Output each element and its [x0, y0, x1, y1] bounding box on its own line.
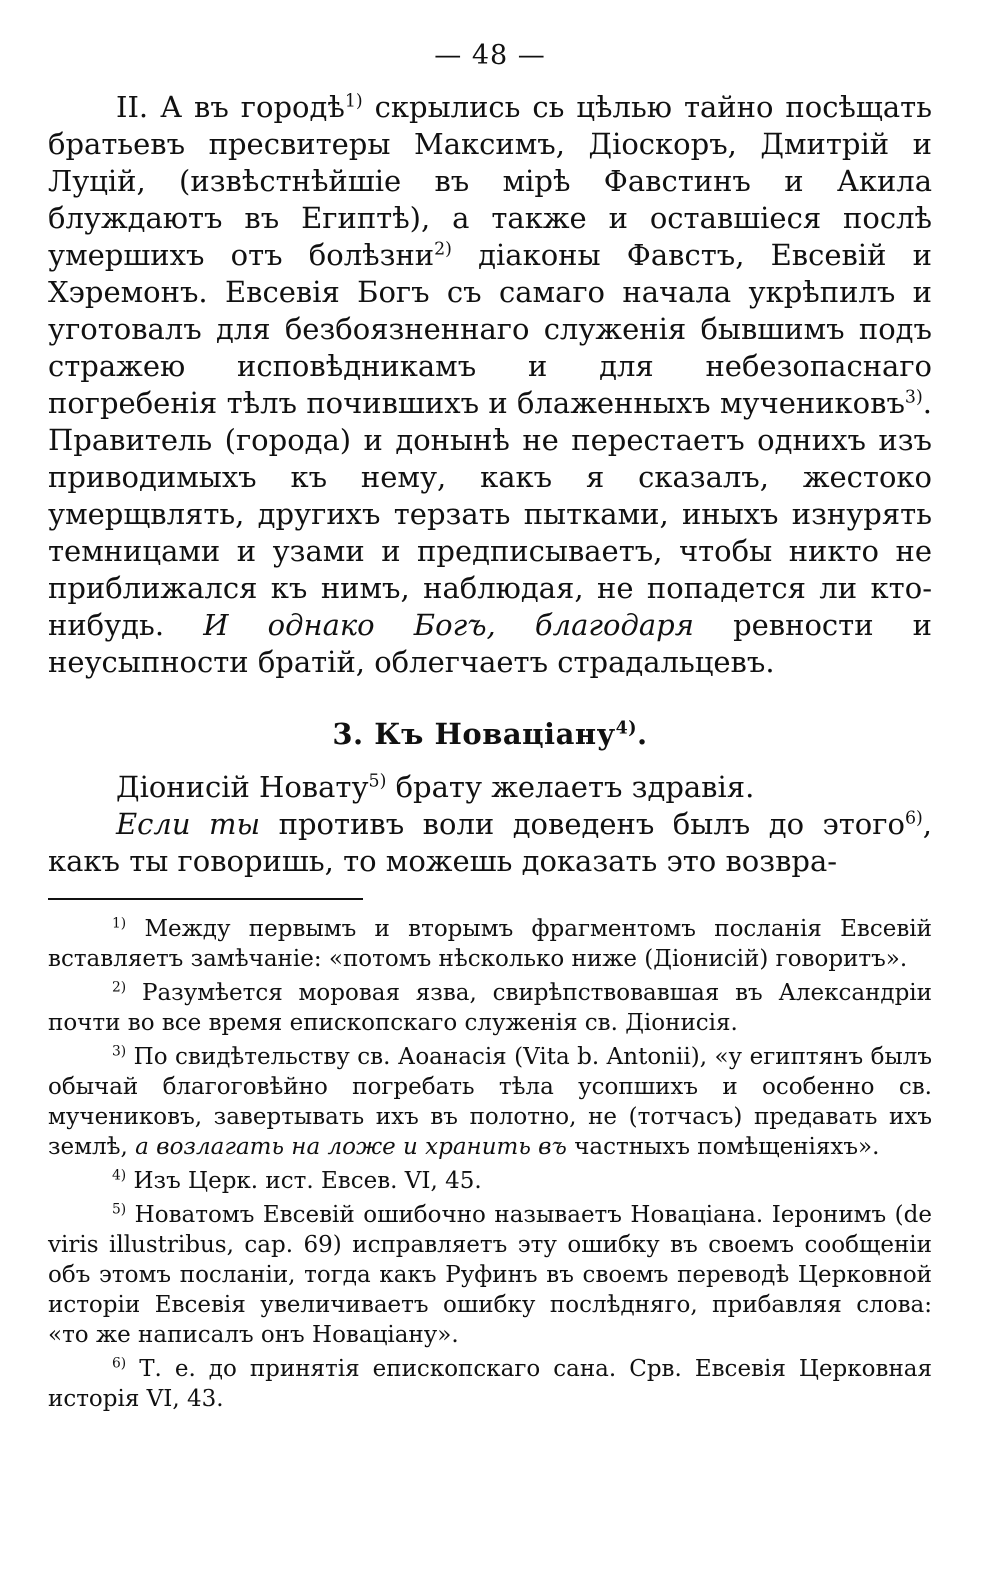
footnote-1: [48, 914, 932, 974]
text-run: Если ты: [116, 807, 261, 841]
text-run: Новатомъ Евсевій ошибочно называетъ Новаціана. Іеронимъ (de viris illustribus, cap. 69) исправляетъ эту ошибку въ своемъ сообщеніи объ этомъ посланіи, тогда какъ Руфинъ въ своемъ переводѣ Церковной исторіи Евсевія увеличиваетъ ошибку послѣдняго, прибавляя слова: «то же написалъ онъ Новаціану».: [48, 1202, 932, 1348]
main-text: [48, 89, 932, 681]
text-run: Діонисій Новату: [116, 770, 369, 804]
text-run: частныхъ помѣщеніяхъ».: [566, 1134, 880, 1160]
footnote-4: [48, 1166, 932, 1196]
text-run: , какъ ты говоришь, то можешь доказать это возвра-: [48, 807, 933, 878]
page: [48, 40, 932, 1418]
text-run: ревности и неусыпности братій, облегчаетъ страдальцевъ.: [48, 608, 932, 679]
footnote-marker: 2): [434, 239, 452, 260]
footnote-marker: 1): [112, 915, 127, 932]
footnote-marker: 4): [615, 718, 638, 739]
text-run: По свидѣтельству св. Аоанасія (Vita b. Antonii), «у египтянъ былъ обычай благоговѣйно погребать тѣла усопшихъ и особенно св. мучениковъ, завертывать ихъ въ полотно, не (тотчасъ) предавать ихъ землѣ,: [48, 1044, 932, 1160]
footnote-marker: 5): [368, 771, 387, 792]
footnote-2: [48, 978, 932, 1038]
text-run: а возлагать на ложе и хранить въ: [135, 1134, 567, 1160]
text-run: брату желаетъ здравія.: [386, 770, 755, 804]
footnote-marker: 6): [904, 808, 923, 829]
footnote-marker: 4): [112, 1167, 127, 1184]
text-run: діаконы Фавстъ, Евсевій и Хэремонъ. Евсевія Богъ съ самаго начала укрѣпилъ и уготовалъ для безбоязненнаго служенія бывшимъ подъ стражею исповѣдникамъ и для небезопаснаго погребенія тѣлъ почившихъ и блаженныхъ мучениковъ: [48, 238, 932, 420]
section-title: [48, 717, 932, 751]
footnote-3: [48, 1042, 932, 1162]
text-run: II. А въ городѣ: [116, 90, 345, 124]
footnote-6: [48, 1354, 932, 1414]
footnote-marker: 1): [344, 91, 363, 112]
page-number: — 48 —: [434, 40, 546, 71]
footnote-marker: 2): [112, 979, 127, 996]
text-run: Т. е. до принятія епископскаго сана. Срв. Евсевія Церковная исторія VI, 43.: [48, 1356, 932, 1412]
section-paragraph-1: [48, 769, 932, 806]
footnote-marker: 3): [904, 387, 923, 408]
text-run: .: [637, 717, 648, 751]
text-run: И однако Богъ, благодаря: [203, 608, 694, 642]
footnotes: [48, 914, 932, 1414]
footnote-divider: [48, 898, 363, 900]
text-run: Между первымъ и вторымъ фрагментомъ посланія Евсевій вставляетъ замѣчаніе: «потомъ нѣсколько ниже (Діонисій) говоритъ».: [48, 916, 932, 972]
text-run: Разумѣется моровая язва, свирѣпствовавшая въ Александріи почти во все время епископскаго служенія св. Діонисія.: [48, 980, 932, 1036]
footnote-marker: 3): [112, 1043, 127, 1060]
text-run: Изъ Церк. ист. Евсев. VI, 45.: [126, 1168, 482, 1194]
text-run: противъ воли доведенъ былъ до этого: [260, 807, 905, 841]
text-run: . Правитель (города) и донынѣ не перестаетъ однихъ изъ приводимыхъ къ нему, какъ я сказалъ, жестоко умерщвлять, другихъ терзать пытками, иныхъ изнурять темницами и узами и предписываетъ, чтобы никто не приближался къ нимъ, наблюдая, не попадется ли кто-нибудь.: [48, 386, 932, 642]
text-run: скрылись сь цѣлью тайно посѣщать братьевъ пресвитеры Максимъ, Діоскоръ, Дмитрій и Луцій, (извѣстнѣйшіе въ мірѣ Фавстинъ и Акила блуждаютъ въ Египтѣ), а также и оставшіеся послѣ умершихъ отъ болѣзни: [48, 90, 933, 272]
text-run: 3. Къ Новаціану: [332, 717, 616, 751]
footnote-5: [48, 1200, 932, 1350]
paragraph-1: [48, 89, 932, 681]
section-text: [48, 769, 932, 880]
footnote-marker: 5): [112, 1201, 127, 1218]
section-paragraph-2: [48, 806, 932, 880]
footnote-marker: 6): [112, 1355, 127, 1372]
